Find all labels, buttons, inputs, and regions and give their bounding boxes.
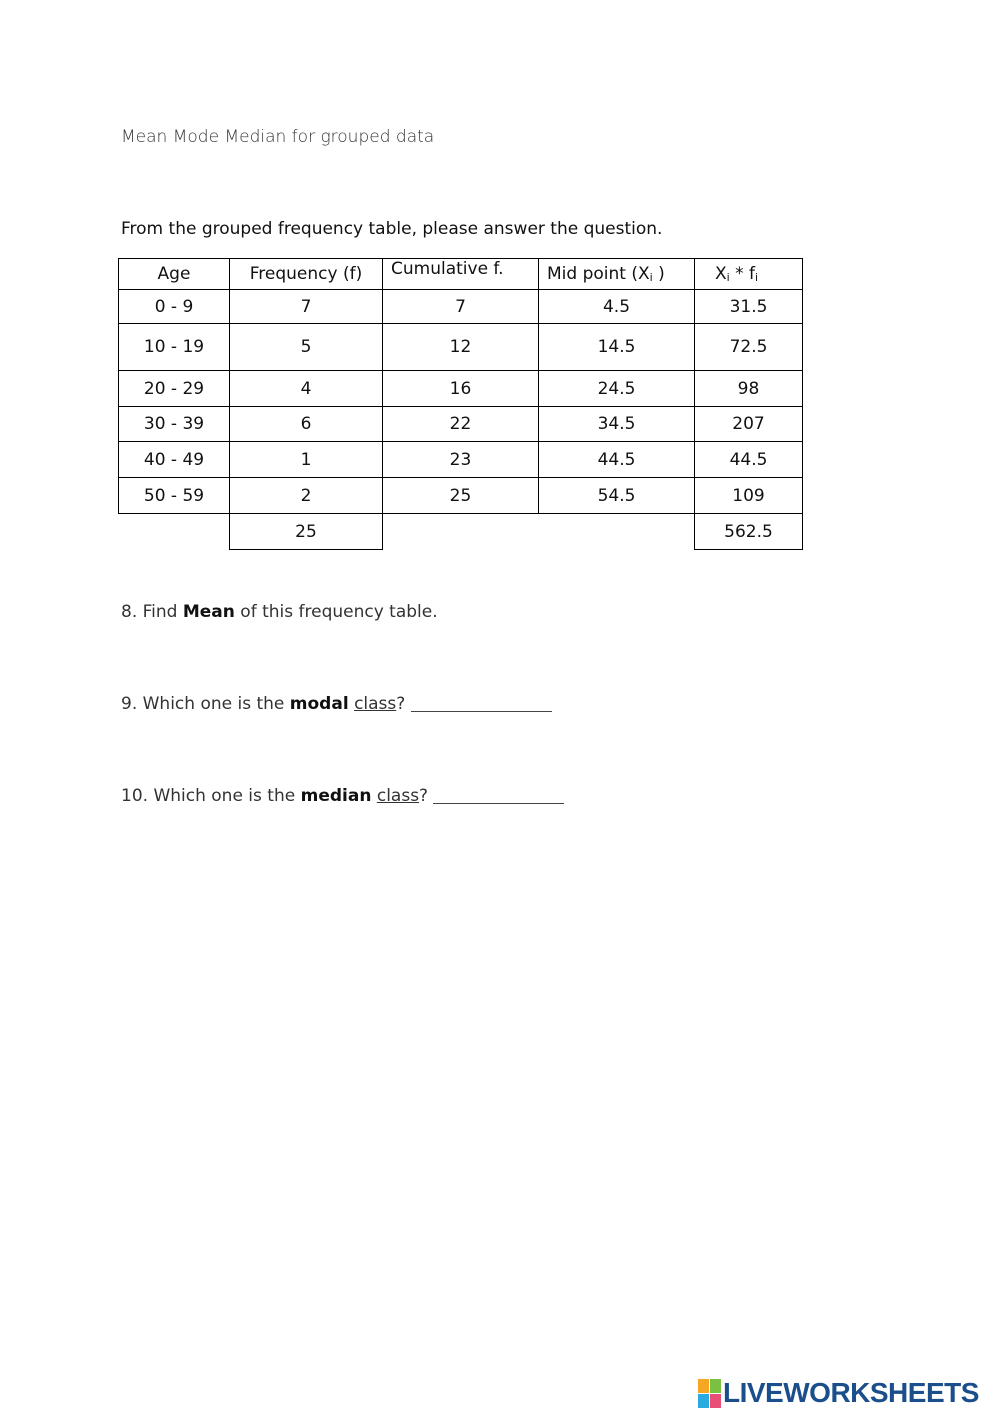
cell-age: 0 - 9 [119, 290, 230, 324]
header-age: Age [119, 259, 230, 290]
table-row [119, 478, 803, 514]
logo-square-1 [698, 1379, 709, 1393]
header-product [695, 259, 803, 290]
header-frequency: Frequency (f) [230, 259, 383, 290]
cell-age: 50 - 59 [119, 478, 230, 514]
grouped-frequency-table [118, 258, 803, 550]
cell-product: 31.5 [695, 290, 803, 324]
question-9-keyword: modal [289, 694, 349, 714]
question-8-keyword: Mean [182, 602, 235, 622]
cell-frequency: 2 [230, 478, 383, 514]
question-9 [121, 694, 552, 714]
total-frequency: 25 [230, 514, 383, 550]
cell-frequency: 5 [230, 324, 383, 371]
cell-frequency: 1 [230, 442, 383, 478]
cell-age: 20 - 29 [119, 371, 230, 407]
cell-cumulative: 7 [383, 290, 539, 324]
cell-frequency: 6 [230, 407, 383, 442]
logo-square-3 [698, 1394, 709, 1408]
cell-product: 207 [695, 407, 803, 442]
header-product-mid: * f [729, 264, 756, 284]
header-midpoint [539, 259, 695, 290]
cell-age: 30 - 39 [119, 407, 230, 442]
table-row [119, 407, 803, 442]
question-10-prefix: 10. Which one is the [121, 786, 301, 806]
liveworksheets-logo [698, 1377, 979, 1409]
question-10-keyword: median [300, 786, 372, 806]
cell-cumulative: 16 [383, 371, 539, 407]
logo-square-2 [710, 1379, 721, 1393]
table-header-row [119, 259, 803, 290]
logo-text: LIVEWORKSHEETS [723, 1377, 979, 1408]
table-row [119, 324, 803, 371]
table-row [119, 371, 803, 407]
question-9-prefix: 9. Which one is the [121, 694, 290, 714]
question-10 [121, 786, 564, 806]
cell-midpoint: 34.5 [539, 407, 695, 442]
empty-cell [383, 514, 539, 550]
cell-product: 109 [695, 478, 803, 514]
header-midpoint-prefix: Mid point (X [547, 264, 650, 284]
cell-cumulative: 23 [383, 442, 539, 478]
table-totals-row [119, 514, 803, 550]
cell-frequency: 4 [230, 371, 383, 407]
cell-product: 44.5 [695, 442, 803, 478]
empty-cell [539, 514, 695, 550]
cell-midpoint: 14.5 [539, 324, 695, 371]
empty-cell [119, 514, 230, 550]
header-midpoint-suffix: ) [652, 264, 665, 284]
logo-square-4 [710, 1394, 721, 1408]
header-product-fsub: i [755, 271, 759, 284]
answer-blank-10[interactable] [433, 787, 564, 804]
page-title: Mean Mode Median for grouped data [121, 127, 435, 147]
cell-midpoint: 54.5 [539, 478, 695, 514]
cell-product: 98 [695, 371, 803, 407]
cell-age: 40 - 49 [119, 442, 230, 478]
question-8-prefix: 8. Find [121, 602, 183, 622]
cell-midpoint: 24.5 [539, 371, 695, 407]
question-8 [121, 602, 438, 622]
cell-cumulative: 25 [383, 478, 539, 514]
question-9-suffix: ? [396, 694, 406, 714]
question-9-underlined: class [354, 694, 397, 714]
cell-midpoint: 44.5 [539, 442, 695, 478]
logo-icon [698, 1379, 721, 1408]
header-midpoint-sub: i [649, 271, 653, 284]
cell-age: 10 - 19 [119, 324, 230, 371]
answer-blank-9[interactable] [411, 695, 552, 712]
table-row [119, 290, 803, 324]
cell-product: 72.5 [695, 324, 803, 371]
table-row [119, 442, 803, 478]
instructions: From the grouped frequency table, please answer the question. [121, 219, 663, 239]
header-cumulative: Cumulative f. [383, 259, 539, 290]
header-product-x: X [715, 264, 727, 284]
header-product-xsub: i [726, 271, 730, 284]
question-10-underlined: class [376, 786, 420, 806]
cell-midpoint: 4.5 [539, 290, 695, 324]
question-8-suffix: of this frequency table. [234, 602, 438, 622]
cell-cumulative: 12 [383, 324, 539, 371]
question-10-suffix: ? [419, 786, 429, 806]
cell-cumulative: 22 [383, 407, 539, 442]
cell-frequency: 7 [230, 290, 383, 324]
total-product: 562.5 [695, 514, 803, 550]
